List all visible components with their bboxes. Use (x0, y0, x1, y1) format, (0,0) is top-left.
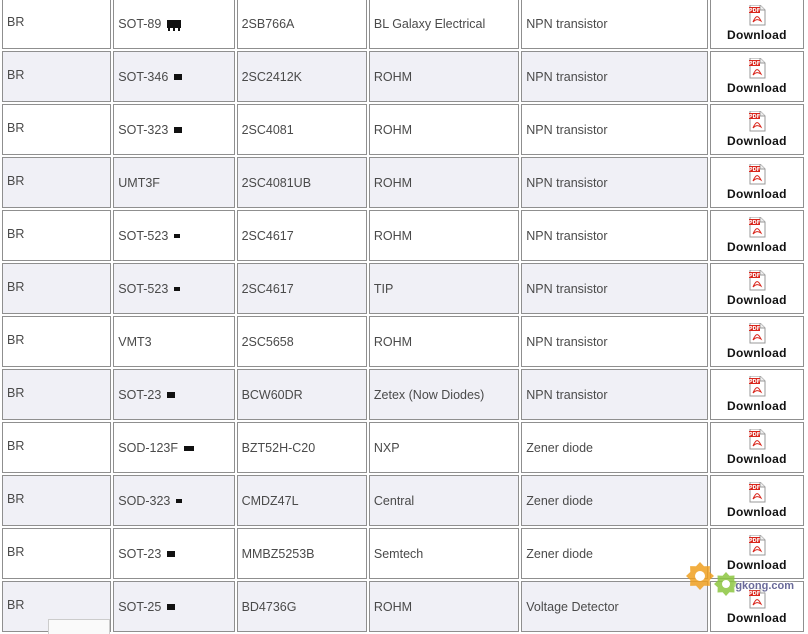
download-link[interactable]: Download (715, 28, 799, 42)
part-number-cell (237, 104, 367, 155)
manufacturer-cell (369, 369, 519, 420)
download-link[interactable]: Download (715, 240, 799, 254)
download-cell[interactable] (710, 104, 804, 155)
marking-code-cell-text: BR (7, 333, 24, 347)
description-cell (521, 316, 707, 367)
small-package-icon (167, 604, 175, 610)
marking-code-cell-text: BR (7, 280, 24, 294)
package-cell (113, 210, 234, 261)
download-link[interactable]: Download (715, 134, 799, 148)
package-cell-text: SOT-25 (118, 600, 161, 614)
download-link[interactable]: Download (715, 611, 799, 625)
download-cell[interactable] (710, 528, 804, 579)
manufacturer-cell-text: ROHM (374, 335, 412, 349)
marking-code-cell (2, 528, 111, 579)
package-cell-text: SOT-23 (118, 388, 161, 402)
marking-code-cell (2, 422, 111, 473)
description-cell-text: NPN transistor (526, 70, 607, 84)
marking-code-cell-text: BR (7, 68, 24, 82)
tiny-package-icon (174, 287, 180, 291)
part-number-cell-text: BD4736G (242, 600, 297, 614)
description-cell-text: NPN transistor (526, 17, 607, 31)
marking-code-cell (2, 210, 111, 261)
table-row (2, 581, 804, 632)
table-row (2, 422, 804, 473)
table-row (2, 475, 804, 526)
download-cell[interactable] (710, 581, 804, 632)
manufacturer-cell (369, 210, 519, 261)
description-cell-text: Voltage Detector (526, 600, 618, 614)
package-cell-text: SOT-23 (118, 547, 161, 561)
table-row (2, 316, 804, 367)
marking-code-cell-text: BR (7, 174, 24, 188)
table-row (2, 528, 804, 579)
package-cell (113, 369, 234, 420)
part-number-cell (237, 581, 367, 632)
part-number-cell-text: BZT52H-C20 (242, 441, 316, 455)
marking-code-cell-text: BR (7, 598, 24, 612)
tiny-package-icon (176, 499, 182, 503)
manufacturer-cell (369, 0, 519, 49)
table-row (2, 263, 804, 314)
marking-code-cell (2, 475, 111, 526)
download-link[interactable]: Download (715, 399, 799, 413)
table-row (2, 51, 804, 102)
table-row (2, 369, 804, 420)
download-link[interactable]: Download (715, 81, 799, 95)
pdf-file-icon[interactable] (748, 270, 766, 291)
svg-text:PDF: PDF (749, 432, 760, 438)
part-number-cell (237, 263, 367, 314)
download-link[interactable]: Download (715, 293, 799, 307)
pdf-file-icon[interactable] (748, 376, 766, 397)
part-number-cell (237, 422, 367, 473)
package-cell (113, 422, 234, 473)
part-number-cell-text: CMDZ47L (242, 494, 299, 508)
watermark-text: gkong.com (735, 580, 794, 592)
description-cell (521, 104, 707, 155)
table-row (2, 157, 804, 208)
package-cell-text: SOT-523 (118, 282, 168, 296)
manufacturer-cell-text: Zetex (Now Diodes) (374, 388, 484, 402)
description-cell (521, 263, 707, 314)
marking-code-cell (2, 263, 111, 314)
download-link[interactable]: Download (715, 505, 799, 519)
part-number-cell-text: 2SC4081UB (242, 176, 312, 190)
package-cell (113, 0, 234, 49)
package-cell (113, 51, 234, 102)
pdf-file-icon[interactable] (748, 58, 766, 79)
manufacturer-cell-text: Semtech (374, 547, 423, 561)
description-cell (521, 422, 707, 473)
sot89-package-icon (167, 20, 181, 28)
manufacturer-cell (369, 581, 519, 632)
manufacturer-cell-text: BL Galaxy Electrical (374, 17, 485, 31)
package-cell-text: SOT-523 (118, 229, 168, 243)
small-package-icon (174, 127, 182, 133)
package-cell-text: SOT-89 (118, 17, 161, 31)
download-cell[interactable] (710, 316, 804, 367)
svg-text:PDF: PDF (749, 273, 760, 279)
svg-text:PDF: PDF (749, 538, 760, 544)
marking-code-cell-text: BR (7, 227, 24, 241)
description-cell (521, 51, 707, 102)
manufacturer-cell-text: NXP (374, 441, 400, 455)
manufacturer-cell-text: ROHM (374, 600, 412, 614)
download-cell[interactable] (710, 157, 804, 208)
description-cell-text: NPN transistor (526, 123, 607, 137)
part-number-cell-text: 2SB766A (242, 17, 295, 31)
description-cell-text: NPN transistor (526, 176, 607, 190)
description-cell (521, 0, 707, 49)
pdf-file-icon[interactable] (748, 323, 766, 344)
small-package-icon (174, 74, 182, 80)
marking-code-cell-text: BR (7, 121, 24, 135)
download-cell[interactable] (710, 475, 804, 526)
manufacturer-cell (369, 263, 519, 314)
package-cell (113, 316, 234, 367)
marking-code-cell-text: BR (7, 15, 24, 29)
part-number-cell (237, 0, 367, 49)
download-cell[interactable] (710, 210, 804, 261)
manufacturer-cell (369, 104, 519, 155)
pdf-file-icon[interactable] (748, 111, 766, 132)
pdf-file-icon[interactable] (748, 429, 766, 450)
description-cell-text: Zener diode (526, 547, 593, 561)
pdf-file-icon[interactable] (748, 535, 766, 556)
svg-text:PDF: PDF (749, 61, 760, 67)
part-number-cell-text: 2SC4081 (242, 123, 294, 137)
svg-text:PDF: PDF (749, 591, 760, 597)
table-row (2, 104, 804, 155)
download-cell[interactable] (710, 263, 804, 314)
manufacturer-cell (369, 157, 519, 208)
part-number-cell (237, 316, 367, 367)
svg-text:PDF: PDF (749, 114, 760, 120)
download-link[interactable]: Download (715, 346, 799, 360)
description-cell (521, 157, 707, 208)
manufacturer-cell-text: ROHM (374, 123, 412, 137)
pdf-file-icon[interactable] (748, 164, 766, 185)
part-number-cell-text: 2SC4617 (242, 229, 294, 243)
marking-code-cell-text: BR (7, 492, 24, 506)
description-cell-text: Zener diode (526, 441, 593, 455)
manufacturer-cell (369, 51, 519, 102)
marking-code-cell (2, 157, 111, 208)
part-number-cell (237, 210, 367, 261)
download-cell[interactable] (710, 369, 804, 420)
tiny-package-icon (174, 234, 180, 238)
marking-code-cell-text: BR (7, 545, 24, 559)
small-package-icon (167, 392, 175, 398)
package-thumbnail (48, 619, 110, 634)
part-number-cell-text: 2SC4617 (242, 282, 294, 296)
table-row (2, 0, 804, 49)
description-cell (521, 581, 707, 632)
description-cell (521, 210, 707, 261)
manufacturer-cell (369, 528, 519, 579)
download-cell[interactable] (710, 422, 804, 473)
package-cell-text: SOD-123F (118, 441, 178, 455)
pdf-file-icon[interactable] (748, 5, 766, 26)
part-number-cell-text: MMBZ5253B (242, 547, 315, 561)
part-number-cell (237, 51, 367, 102)
manufacturer-cell-text: ROHM (374, 176, 412, 190)
download-link[interactable]: Download (715, 558, 799, 572)
part-number-cell (237, 157, 367, 208)
part-number-cell-text: BCW60DR (242, 388, 303, 402)
description-cell-text: NPN transistor (526, 229, 607, 243)
package-cell-text: SOD-323 (118, 494, 170, 508)
description-cell-text: NPN transistor (526, 388, 607, 402)
description-cell-text: Zener diode (526, 494, 593, 508)
sod-package-icon (184, 446, 194, 451)
download-link[interactable]: Download (715, 452, 799, 466)
pdf-file-icon[interactable] (748, 588, 766, 609)
svg-text:PDF: PDF (749, 326, 760, 332)
manufacturer-cell-text: ROHM (374, 70, 412, 84)
marking-code-cell-text: BR (7, 439, 24, 453)
package-cell-text: VMT3 (118, 335, 151, 349)
manufacturer-cell (369, 316, 519, 367)
part-number-cell (237, 528, 367, 579)
package-cell (113, 104, 234, 155)
package-cell (113, 475, 234, 526)
package-cell (113, 528, 234, 579)
pdf-file-icon[interactable] (748, 482, 766, 503)
manufacturer-cell-text: ROHM (374, 229, 412, 243)
description-cell (521, 475, 707, 526)
package-cell (113, 157, 234, 208)
manufacturer-cell-text: Central (374, 494, 414, 508)
marking-code-cell (2, 369, 111, 420)
manufacturer-cell-text: TIP (374, 282, 393, 296)
download-cell[interactable] (710, 51, 804, 102)
svg-text:PDF: PDF (749, 8, 760, 14)
marking-code-cell (2, 0, 111, 49)
part-number-cell-text: 2SC2412K (242, 70, 302, 84)
marking-code-cell (2, 104, 111, 155)
svg-text:PDF: PDF (749, 167, 760, 173)
marking-code-cell (2, 51, 111, 102)
description-cell (521, 528, 707, 579)
part-number-cell-text: 2SC5658 (242, 335, 294, 349)
marking-code-cell (2, 316, 111, 367)
package-cell (113, 263, 234, 314)
part-number-cell (237, 369, 367, 420)
description-cell (521, 369, 707, 420)
svg-text:PDF: PDF (749, 485, 760, 491)
package-cell (113, 581, 234, 632)
download-link[interactable]: Download (715, 187, 799, 201)
manufacturer-cell (369, 422, 519, 473)
package-cell-text: SOT-323 (118, 123, 168, 137)
small-package-icon (167, 551, 175, 557)
manufacturer-cell (369, 475, 519, 526)
svg-text:PDF: PDF (749, 220, 760, 226)
download-cell[interactable] (710, 0, 804, 49)
description-cell-text: NPN transistor (526, 282, 607, 296)
description-cell-text: NPN transistor (526, 335, 607, 349)
part-number-cell (237, 475, 367, 526)
pdf-file-icon[interactable] (748, 217, 766, 238)
marking-code-cell-text: BR (7, 386, 24, 400)
table-row (2, 210, 804, 261)
svg-text:PDF: PDF (749, 379, 760, 385)
package-cell-text: UMT3F (118, 176, 160, 190)
package-cell-text: SOT-346 (118, 70, 168, 84)
